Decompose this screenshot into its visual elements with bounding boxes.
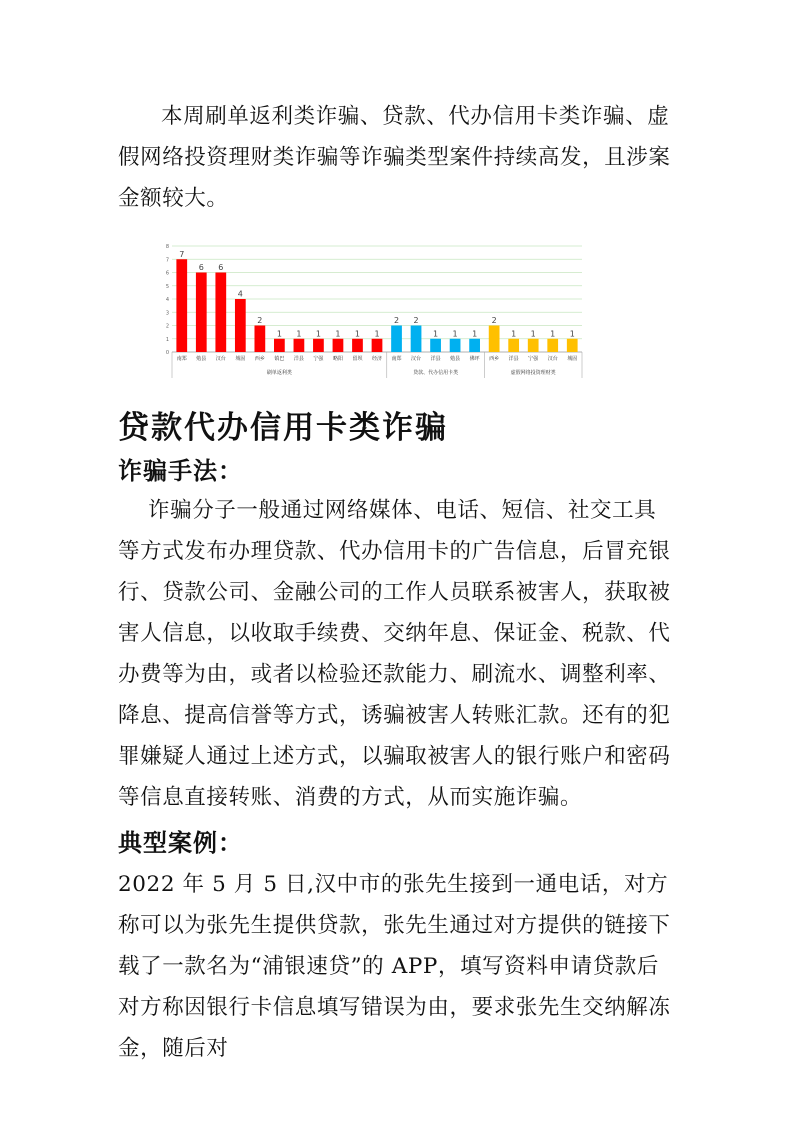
category-label: 城固 (235, 356, 246, 362)
y-tick-label: 0 (165, 350, 169, 356)
category-label: 经济 (371, 356, 383, 362)
bar (176, 259, 187, 352)
bar-value-label: 4 (237, 289, 243, 299)
bar (372, 339, 383, 352)
category-label: 南郑 (391, 356, 402, 362)
category-label: 镇巴 (274, 356, 285, 362)
bar-value-label: 1 (296, 329, 302, 339)
group-label: 虚假网络投资理财类 (510, 370, 556, 376)
bar-value-label: 1 (276, 329, 282, 339)
bar (274, 339, 285, 352)
bar-value-label: 1 (530, 329, 536, 339)
group-label: 刷单返利类 (266, 370, 292, 376)
category-label: 佛坪 (469, 356, 480, 362)
bar (489, 326, 500, 353)
bar (254, 326, 265, 353)
bar (294, 339, 305, 352)
y-tick-label: 1 (165, 336, 169, 343)
bar-value-label: 7 (179, 249, 185, 259)
bar-value-label: 1 (569, 329, 575, 339)
bar-value-label: 1 (335, 329, 341, 339)
bar-value-label: 1 (354, 329, 361, 339)
category-label: 勉县 (450, 356, 461, 362)
y-tick-label: 3 (165, 310, 169, 317)
category-label: 宁强 (528, 356, 539, 362)
bar-value-label: 2 (491, 316, 497, 325)
bar-value-label: 1 (315, 329, 321, 339)
category-label: 洋县 (508, 356, 519, 362)
method-paragraph: 诈骗分子一般通过网络媒体、电话、短信、社交工具等方式发布办理贷款、代办信用卡的广告信息，后冒充银行、贷款公司、金融公司的工作人员联系被害人，获取被害人信息，以收取手续费、交纳年息、保证金、税款、代办费等为由，或者以检验还款能力、刷流水、调整利率、降息、提高信誉等方式，诱骗被害人转账汇款。还有的犯罪嫌疑人通过上述方式，以骗取被害人的银行账户和密码等信息直接转账、消费的方式，从而实施诈骗。 (118, 498, 671, 810)
y-tick-label: 2 (165, 323, 169, 330)
bar (391, 326, 402, 353)
bar-value-label: 1 (433, 329, 439, 339)
category-label: 勉县 (196, 356, 207, 362)
intro-paragraph: 本周刷单返利类诈骗、贷款、代办信用卡类诈骗、虚假网络投资理财类诈骗等诈骗类型案件持续高发，且涉案金额较大。 (118, 104, 671, 211)
bar (196, 273, 207, 353)
category-label: 留坝 (352, 356, 363, 362)
bar (352, 339, 363, 352)
bar (430, 339, 441, 352)
y-tick-label: 6 (165, 270, 169, 277)
category-label: 略阳 (332, 356, 343, 362)
category-label: 西乡 (254, 356, 265, 362)
bar-value-label: 6 (198, 263, 204, 272)
bar (313, 339, 324, 352)
bar-value-label: 1 (374, 329, 380, 339)
bar (547, 339, 558, 352)
category-label: 汉台 (215, 356, 226, 362)
chart-svg (160, 238, 590, 380)
category-label: 南郑 (176, 356, 187, 362)
group-label: 贷款、代办信用卡类 (413, 370, 459, 376)
category-label: 西乡 (489, 356, 500, 362)
bar (508, 339, 519, 352)
bar (235, 299, 246, 352)
bar (215, 273, 226, 353)
bar-value-label: 2 (393, 316, 400, 325)
bar (411, 326, 422, 353)
bar (469, 339, 480, 352)
y-tick-label: 7 (165, 257, 169, 264)
category-label: 宁强 (313, 356, 324, 362)
bar-value-label: 2 (413, 316, 419, 325)
bar-value-label: 2 (257, 316, 263, 325)
y-tick-label: 5 (165, 283, 169, 290)
case-heading: 典型案例： (118, 829, 243, 857)
bar-value-label: 1 (472, 329, 478, 339)
case-paragraph: 2022 年 5 月 5 日,汉中市的张先生接到一通电话，对方称可以为张先生提供贷款，张先生通过对方提供的链接下载了一款名为“浦银速贷”的 APP，填写资料申请贷款后对方称因银行卡信息填写错误为由，要求张先生交纳解冻金，随后对 (118, 872, 671, 1061)
case-count-bar-chart (160, 238, 590, 380)
y-tick-label: 8 (165, 244, 169, 250)
bar (333, 339, 344, 352)
bar-value-label: 1 (452, 329, 458, 339)
bar-value-label: 6 (218, 263, 224, 272)
bar (450, 339, 461, 352)
category-label: 汉台 (547, 356, 558, 362)
method-heading: 诈骗手法： (118, 457, 243, 485)
category-label: 汉台 (411, 356, 422, 362)
section-heading: 贷款代办信用卡类诈骗 (118, 410, 448, 446)
y-tick-label: 4 (165, 297, 169, 303)
bar (567, 339, 578, 352)
category-label: 洋县 (430, 356, 441, 362)
bar (528, 339, 539, 352)
bar-value-label: 1 (511, 329, 517, 339)
category-label: 城固 (567, 356, 578, 362)
bar-value-label: 1 (550, 329, 556, 339)
category-label: 洋县 (293, 356, 304, 362)
